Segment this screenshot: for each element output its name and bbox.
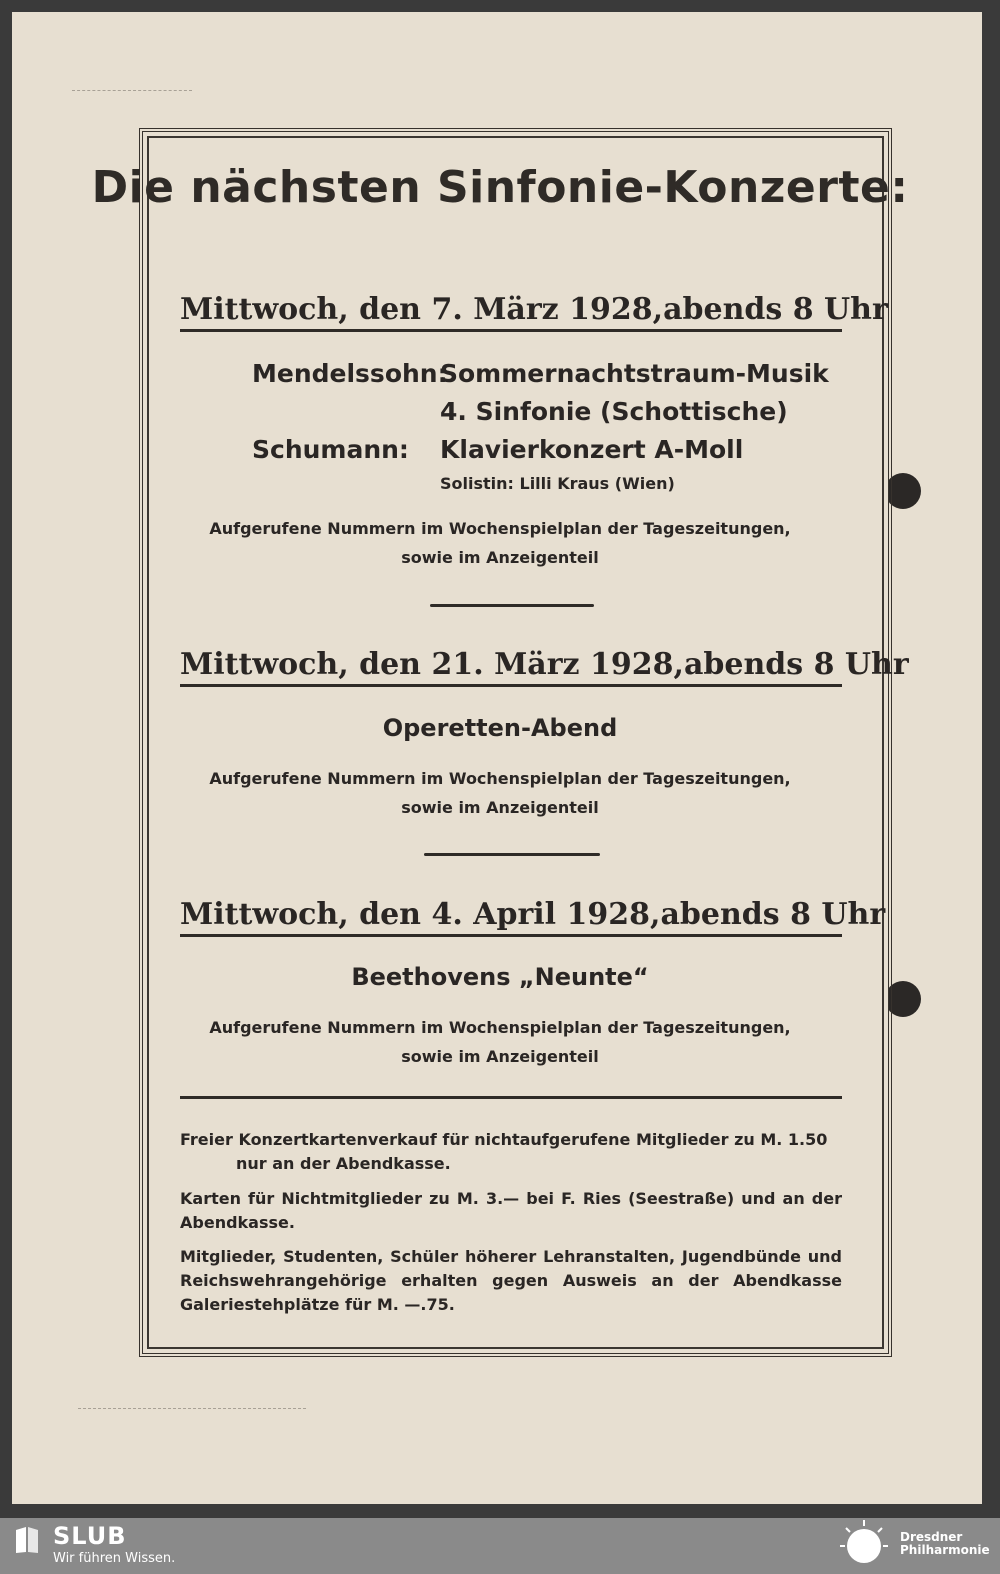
concert1-soloist: Solistin: Lilli Kraus (Wien) — [440, 474, 675, 493]
concert1-date-right: abends 8 Uhr — [663, 292, 888, 327]
philharmonie-line2: Philharmonie — [900, 1543, 990, 1557]
concert2-date-left: Mittwoch, den 21. März 1928, — [180, 647, 684, 682]
concert3-note-line1: Aufgerufene Nummern im Wochenspielplan der Tageszeitungen, — [209, 1018, 791, 1037]
concert1-work3: Klavierkonzert A-Moll — [440, 435, 744, 464]
concert2-date — [180, 647, 909, 687]
footer-p1-line1: Freier Konzertkartenverkauf für nichtaufgerufene Mitglieder zu M. 1.50 — [180, 1130, 828, 1149]
attribution-bar — [0, 1518, 1000, 1574]
footer-paragraph-1 — [180, 1128, 842, 1176]
concert3-date-left: Mittwoch, den 4. April 1928, — [180, 897, 661, 932]
concert3-note-line2: sowie im Anzeigenteil — [401, 1047, 599, 1066]
separator-1 — [430, 604, 594, 607]
footer-p1-line2: nur an der Abendkasse. — [236, 1154, 451, 1173]
concert2-note-line1: Aufgerufene Nummern im Wochenspielplan der Tageszeitungen, — [209, 769, 791, 788]
footer-separator — [180, 1096, 842, 1099]
concert3-date-right: abends 8 Uhr — [660, 897, 886, 932]
concert2-note-line2: sowie im Anzeigenteil — [401, 798, 599, 817]
concert1-work2: 4. Sinfonie (Schottische) — [440, 397, 788, 426]
separator-2 — [424, 853, 600, 856]
slub-tagline: Wir führen Wissen. — [53, 1551, 176, 1566]
poster-title: Die nächsten Sinfonie-Konzerte: — [91, 162, 909, 213]
philharmonie-sun-icon — [838, 1518, 890, 1570]
concert1-date-left: Mittwoch, den 7. März 1928, — [180, 292, 664, 327]
concert1-note-line2: sowie im Anzeigenteil — [401, 548, 599, 567]
concert1-date — [180, 292, 888, 332]
concert3-program: Beethovens „Neunte“ — [351, 963, 649, 991]
philharmonie-line1: Dresdner — [900, 1530, 963, 1544]
pencil-mark-bottom — [78, 1408, 306, 1409]
slub-name: SLUB — [53, 1522, 127, 1550]
concert2-program: Operetten-Abend — [382, 714, 618, 742]
concert3-note — [0, 1013, 1000, 1071]
philharmonie-name — [900, 1531, 990, 1557]
concert1-composer1: Mendelssohn: — [252, 359, 448, 388]
concert1-note — [0, 514, 1000, 572]
concert2-date-right: abends 8 Uhr — [683, 647, 909, 682]
footer-paragraph-2: Karten für Nichtmitglieder zu M. 3.— bei F. Ries (Seestraße) und an der Abendkasse. — [180, 1189, 842, 1232]
concert1-note-line1: Aufgerufene Nummern im Wochenspielplan der Tageszeitungen, — [209, 519, 791, 538]
concert2-note — [0, 764, 1000, 822]
slub-book-icon — [14, 1526, 40, 1554]
pencil-mark-top — [72, 90, 192, 91]
footer-paragraph-3: Mitglieder, Studenten, Schüler höherer Lehranstalten, Jugendbünde und Reichswehrangehörige erhalten gegen Ausweis an der Abendkasse Galeriestehplätze für M. —.75. — [180, 1247, 842, 1314]
concert3-date — [180, 897, 886, 937]
concert1-composer2: Schumann: — [252, 435, 409, 464]
concert1-work1: Sommernachtstraum-Musik — [440, 359, 829, 388]
